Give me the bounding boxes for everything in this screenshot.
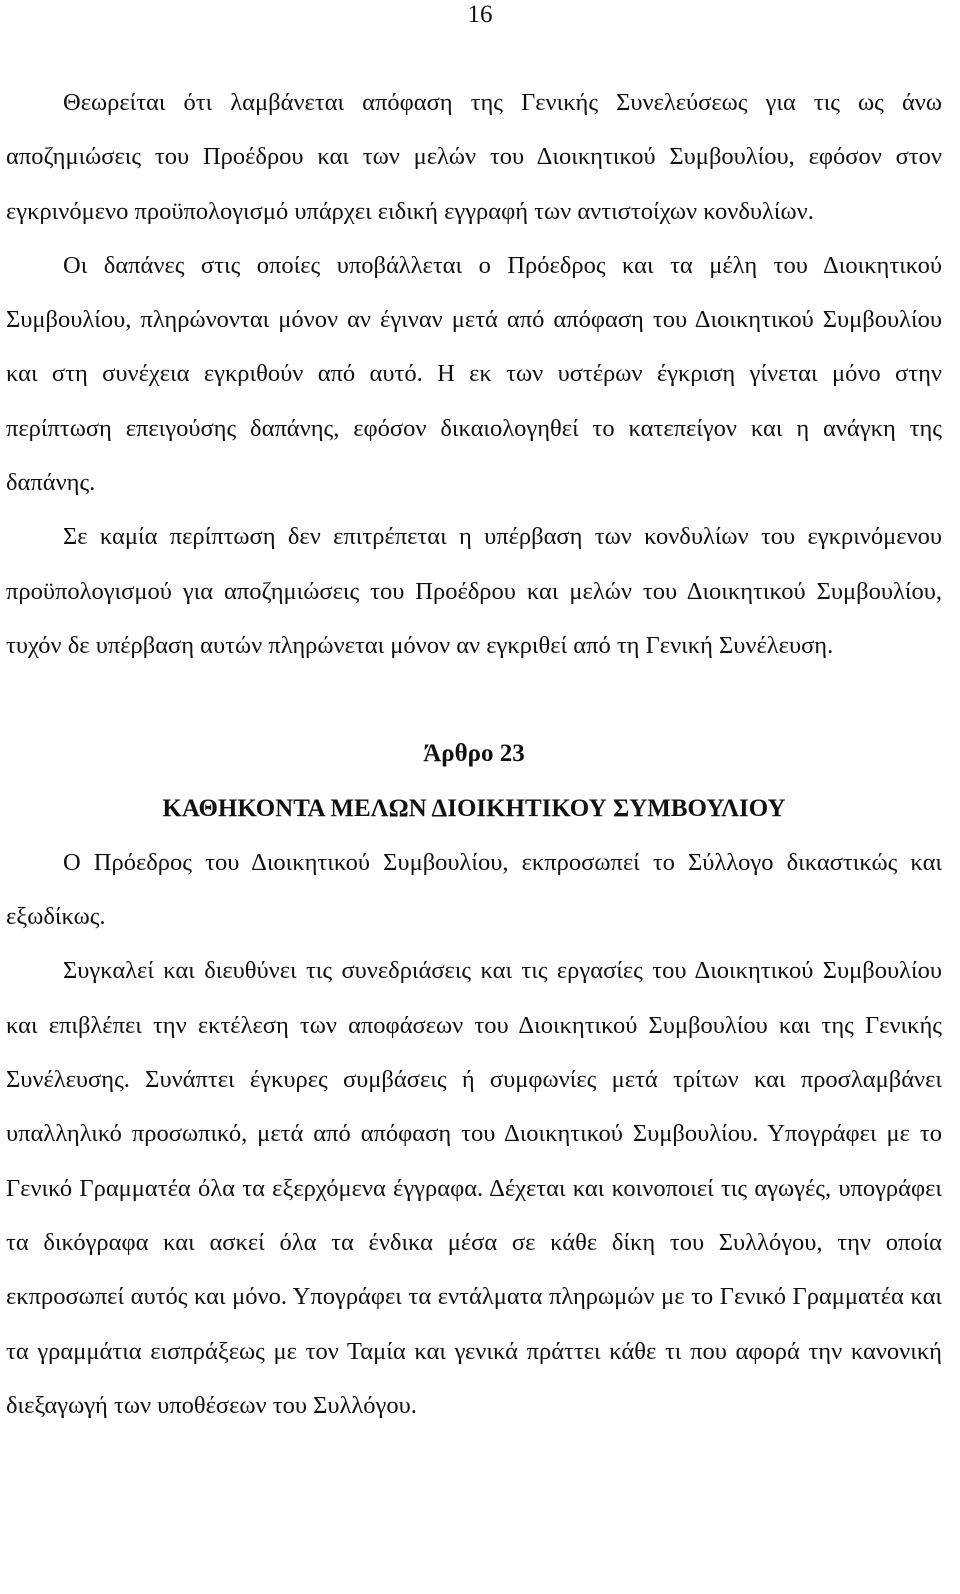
section-spacer <box>6 673 942 727</box>
article-title: Άρθρο 23 <box>423 740 525 768</box>
paragraph-president-duties: Συγκαλεί και διευθύνει τις συνεδριάσεις και τις εργασίες του Διοικητικού Συμβουλίου και επιβλέπει την εκτέλεση των αποφάσεων του Διοικητικού Συμβουλίου και της Γενικής Συνέλευσης. Συνάπτει έγκυρες συμβάσεις ή συμφωνίες μετά τρίτων και προσλαμβάνει υπαλληλικό προσωπικό, μετά από απόφαση του Διοικητικού Συμβουλίου. Υπογράφει με το Γενικό Γραμματέα όλα τα εξερχόμενα έγγραφα. Δέχεται και κοινοποιεί τις αγωγές, υπογράφει τα δικόγραφα και ασκεί όλα τα ένδικα μέσα σε κάθε δίκη του Συλλόγου, την οποία εκπροσωπεί αυτός και μόνο. Υπογράφει τα εντάλματα πληρωμών με το Γενικό Γραμματέα και τα γραμμάτια εισπράξεως με τον Ταμία και γενικά πράττει κάθε τι που αφορά την κανονική διεξαγωγή των υποθέσεων του Συλλόγου. <box>6 957 942 1419</box>
page-number: 16 <box>467 1 493 28</box>
paragraph-budget-approval: Θεωρείται ότι λαμβάνεται απόφαση της Γενικής Συνελεύσεως για τις ως άνω αποζημιώσεις του Προέδρου και των μελών του Διοικητικού Συμβουλίου, εφόσον στον εγκρινόμενο προϋπολογισμό υπάρχει ειδική εγγραφή των αντιστοίχων κονδυλίων. <box>6 89 942 225</box>
article-heading: ΚΑΘΗΚΟΝΤΑ ΜΕΛΩΝ ΔΙΟΙΚΗΤΙΚΟΥ ΣΥΜΒΟΥΛΙΟΥ <box>162 794 786 822</box>
paragraph-president-representation: Ο Πρόεδρος του Διοικητικού Συμβουλίου, εκπροσωπεί το Σύλλογο δικαστικώς και εξωδίκως. <box>6 848 942 931</box>
paragraph-budget-limits: Σε καμία περίπτωση δεν επιτρέπεται η υπέρβαση των κονδυλίων του εγκρινόμενου προϋπολογισμού για αποζημιώσεις του Προέδρου και μελών του Διοικητικού Συμβουλίου, τυχόν δε υπέρβαση αυτών πληρώνεται μόνον αν εγκριθεί από τη Γενική Συνέλευση. <box>6 523 942 659</box>
paragraph-expenses: Οι δαπάνες στις οποίες υποβάλλεται ο Πρόεδρος και τα μέλη του Διοικητικού Συμβουλίου, πληρώνονται μόνον αν έγιναν μετά από απόφαση του Διοικητικού Συμβουλίου και στη συνέχεια εγκριθούν από αυτό. Η εκ των υστέρων έγκριση γίνεται μόνο στην περίπτωση επειγούσης δαπάνης, εφόσον δικαιολογηθεί το κατεπείγον και η ανάγκη της δαπάνης. <box>6 251 942 497</box>
document-body <box>6 76 942 1433</box>
